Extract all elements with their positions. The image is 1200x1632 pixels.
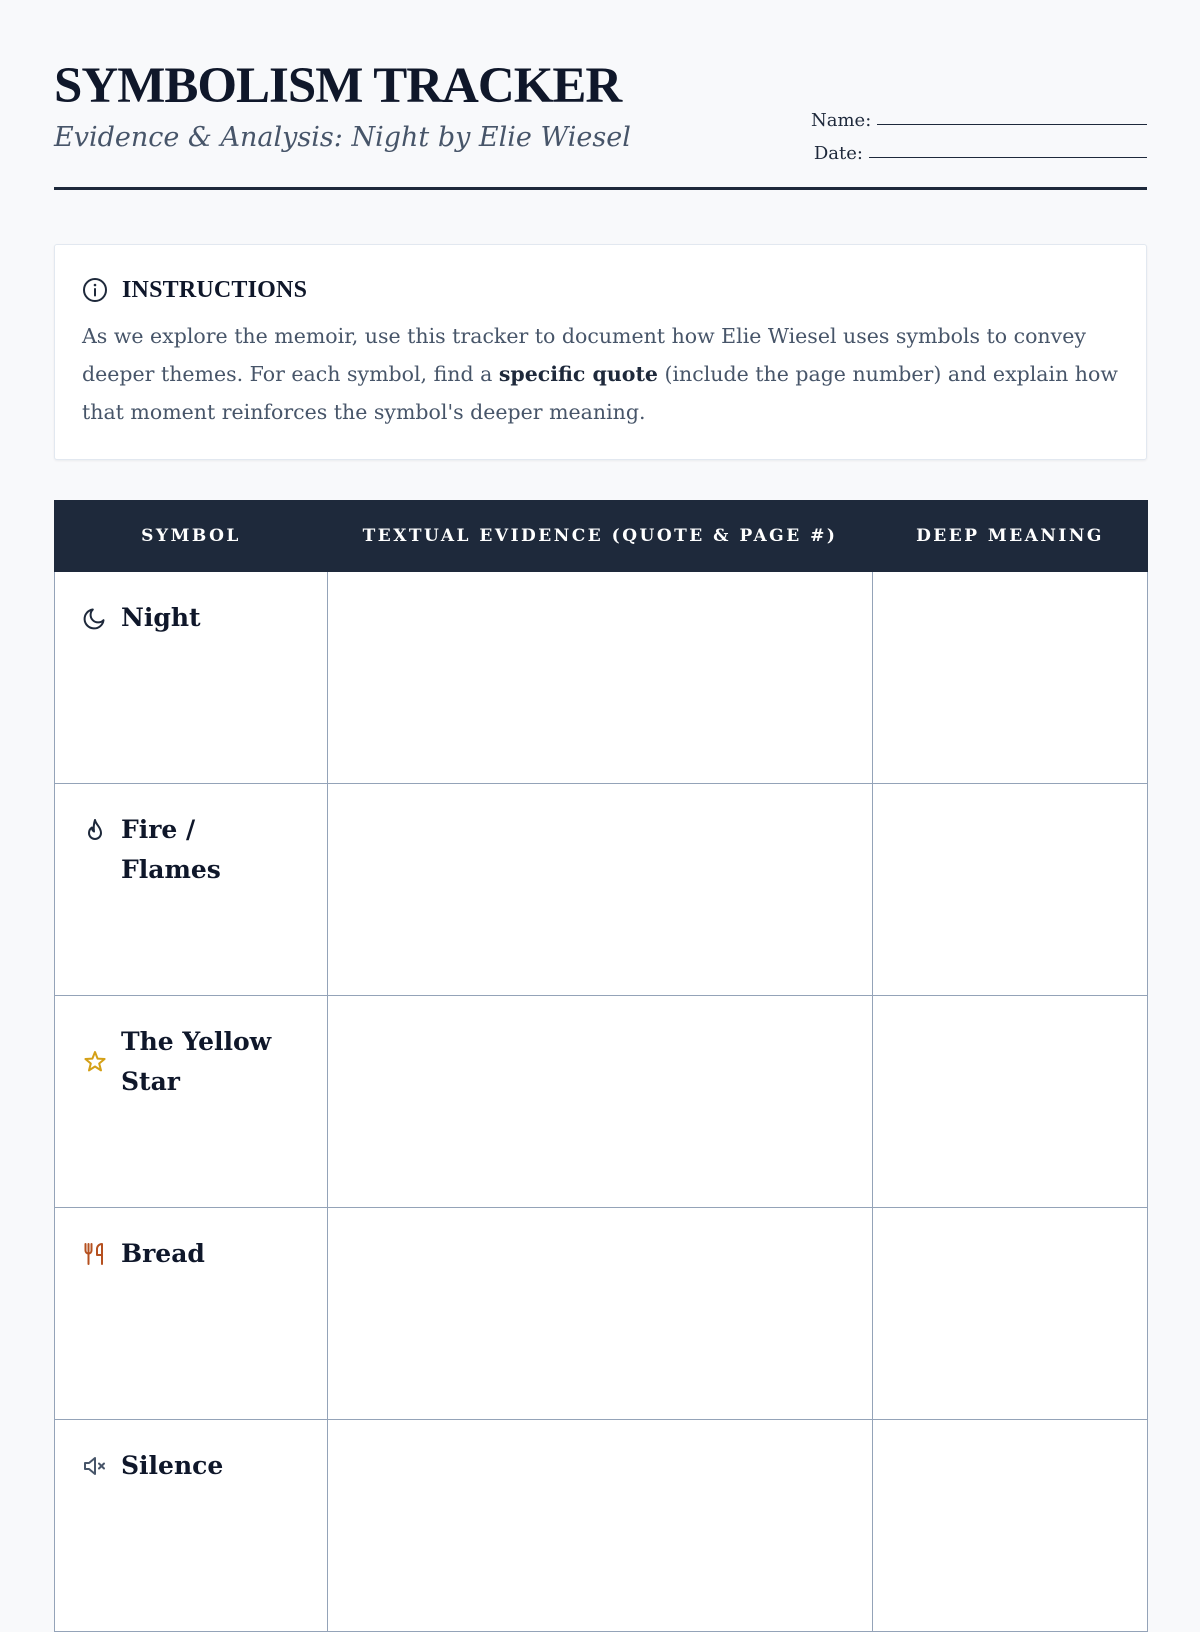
evidence-cell[interactable] (328, 572, 873, 784)
symbol-label: Night (121, 603, 201, 632)
star-icon (82, 1049, 108, 1075)
name-label: Name: (811, 110, 872, 131)
table-row (55, 996, 1148, 1208)
table-row (55, 572, 1148, 784)
evidence-cell[interactable] (328, 784, 873, 996)
moon-icon (82, 605, 108, 631)
page-subtitle: Evidence & Analysis: Night by Elie Wiesel (54, 122, 631, 153)
symbol-cell (55, 1208, 328, 1420)
column-header-meaning: DEEP MEANING (873, 501, 1148, 572)
date-row (811, 131, 1147, 164)
table-row (55, 1208, 1148, 1420)
column-header-evidence: TEXTUAL EVIDENCE (QUOTE & PAGE #) (328, 501, 873, 572)
student-info (811, 98, 1147, 164)
flame-icon (82, 817, 108, 843)
name-row (811, 98, 1147, 131)
table-header-row (55, 501, 1148, 572)
symbol-cell (55, 572, 328, 784)
date-label: Date: (813, 143, 863, 164)
symbol-label: The Yellow Star (121, 1027, 272, 1096)
date-field[interactable] (869, 135, 1147, 158)
symbol-label: Bread (121, 1239, 205, 1268)
symbol-cell (55, 996, 328, 1208)
instructions-text-part: As we explore the memoir, use this tracker to document how Elie Wiesel uses symbols to convey deeper themes. For each symbol, find a (82, 324, 1086, 386)
symbol-tracker-table (54, 500, 1148, 1632)
page-title: SYMBOLISM TRACKER (54, 58, 622, 114)
evidence-cell[interactable] (328, 1208, 873, 1420)
evidence-cell[interactable] (328, 996, 873, 1208)
meaning-cell[interactable] (873, 996, 1148, 1208)
table-row (55, 784, 1148, 996)
instructions-text (82, 317, 1119, 431)
symbol-label: Fire / Flames (121, 815, 221, 884)
info-icon (82, 277, 108, 303)
meaning-cell[interactable] (873, 572, 1148, 784)
instructions-text-part: (include the page number) and explain how that moment reinforces the symbol's deeper meaning. (82, 362, 1118, 424)
meaning-cell[interactable] (873, 784, 1148, 996)
header (54, 0, 1147, 190)
mute-icon (82, 1453, 108, 1479)
instructions-box (54, 244, 1147, 460)
utensils-icon (82, 1241, 108, 1267)
column-header-symbol: SYMBOL (55, 501, 328, 572)
instructions-title: INSTRUCTIONS (122, 276, 308, 303)
meaning-cell[interactable] (873, 1208, 1148, 1420)
instructions-emphasis: specific quote (498, 362, 658, 386)
instructions-header (82, 273, 1119, 307)
symbol-cell (55, 784, 328, 996)
symbol-label: Silence (121, 1451, 224, 1480)
name-field[interactable] (877, 102, 1147, 125)
